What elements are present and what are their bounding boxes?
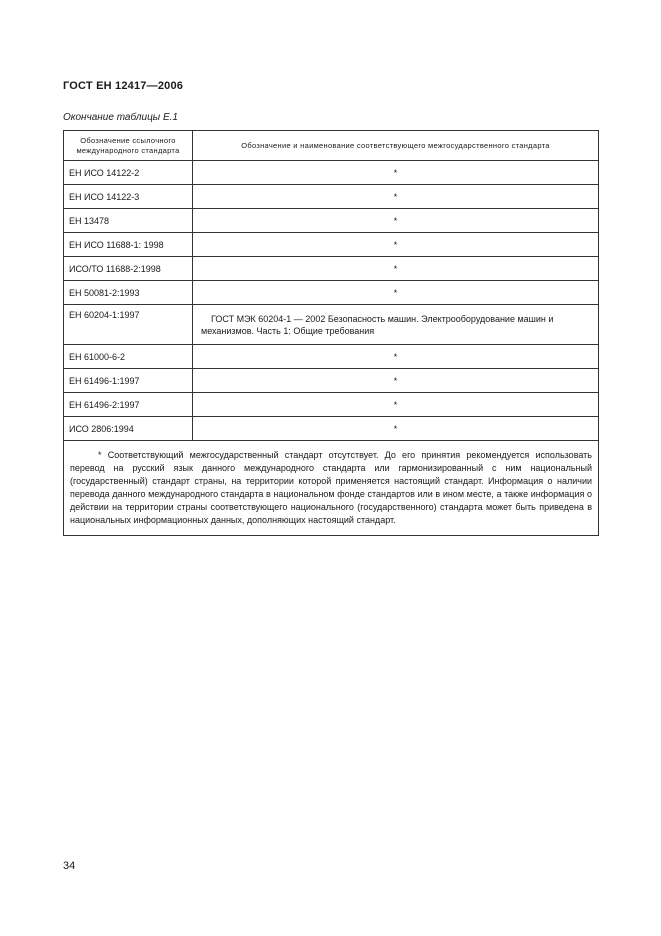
row-value: * (193, 393, 599, 417)
row-designation: ЕН ИСО 11688-1: 1998 (64, 233, 193, 257)
table-row (64, 369, 599, 393)
table-row (64, 185, 599, 209)
row-value: * (193, 281, 599, 305)
reference-table (63, 130, 599, 536)
footnote-row (64, 441, 599, 536)
row-designation: ИСО 2806:1994 (64, 417, 193, 441)
table-row (64, 233, 599, 257)
row-value: * (193, 369, 599, 393)
row-designation: ЕН 61496-1:1997 (64, 369, 193, 393)
row-value: * (193, 185, 599, 209)
table-row (64, 393, 599, 417)
table-caption: Окончание таблицы Е.1 (63, 112, 178, 123)
table-row (64, 345, 599, 369)
table-row (64, 257, 599, 281)
table-row (64, 417, 599, 441)
row-designation: ЕН 13478 (64, 209, 193, 233)
row-value: * (193, 345, 599, 369)
row-designation: ЕН 50081-2:1993 (64, 281, 193, 305)
row-designation: ЕН 60204-1:1997 (64, 305, 193, 345)
table-row (64, 305, 599, 345)
page-number: 34 (63, 860, 76, 872)
row-designation: ЕН ИСО 14122-2 (64, 161, 193, 185)
row-value: * (193, 257, 599, 281)
row-designation: ЕН 61496-2:1997 (64, 393, 193, 417)
row-value: * (193, 161, 599, 185)
column-header-international: Обозначение ссылочного международного стандарта (64, 131, 193, 161)
table-row (64, 161, 599, 185)
row-value: * (193, 209, 599, 233)
row-value: ГОСТ МЭК 60204-1 — 2002 Безопасность машин. Электрооборудование машин и механизмов. Часть 1: Общие требования (193, 305, 599, 345)
table-footnote: * Соответствующий межгосударственный стандарт отсутствует. До его принятия рекомендуется использовать перевод на русский язык данного международного стандарта или гармонизированный с ним национальный (государственный) стандарт страны, на территории которой применяется настоящий стандарт. Информация о наличии перевода данного международного стандарта в национальном фонде стандартов или в ином месте, а также информация о действии на территории страны соответствующего национального (государственного) стандарта может быть приведена в национальных информационных данных, дополняющих настоящий стандарт. (64, 441, 599, 536)
row-value: * (193, 233, 599, 257)
row-value: * (193, 417, 599, 441)
table-row (64, 209, 599, 233)
table-row (64, 281, 599, 305)
column-header-interstate: Обозначение и наименование соответствующего межгосударственного стандарта (193, 131, 599, 161)
document-header: ГОСТ ЕН 12417—2006 (63, 80, 184, 92)
row-designation: ИСО/ТО 11688-2:1998 (64, 257, 193, 281)
row-designation: ЕН ИСО 14122-3 (64, 185, 193, 209)
row-designation: ЕН 61000-6-2 (64, 345, 193, 369)
table-header-row (64, 131, 599, 161)
